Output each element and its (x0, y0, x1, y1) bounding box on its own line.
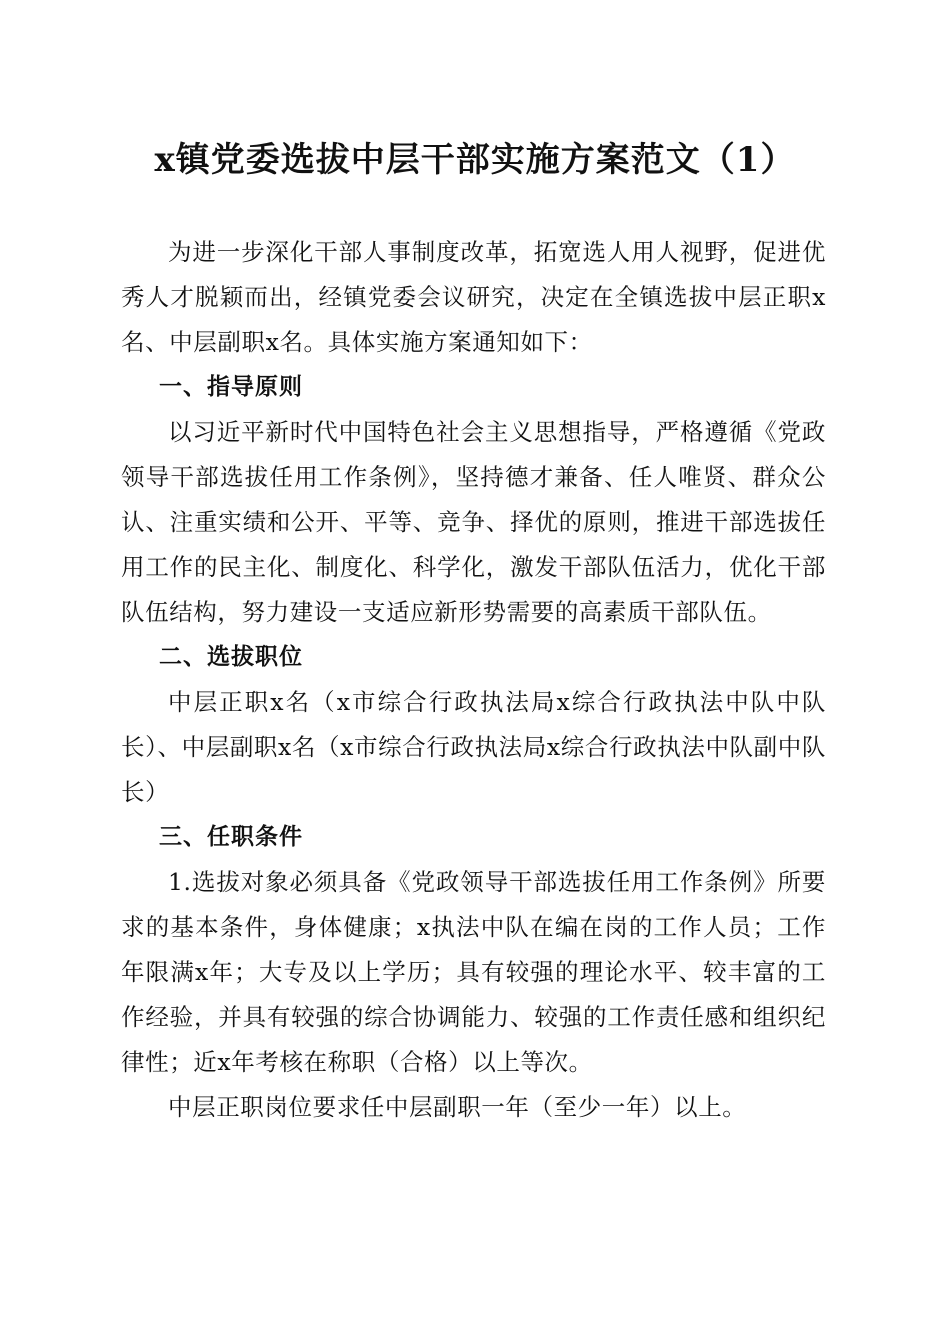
section-heading: 二、选拔职位 (158, 644, 303, 670)
section-positions (121, 635, 826, 815)
section-guiding-principles (121, 365, 826, 635)
section-paragraph: 以习近平新时代中国特色社会主义思想指导，严格遵循《党政领导干部选拔任用工作条例》，坚持德才兼备、任人唯贤、群众公认、注重实绩和公开、平等、竞争、择优的原则，推进干部选拔任用工作的民主化、制度化、科学化，激发干部队伍活力，优化干部队伍结构，努力建设一支适应新形势需要的高素质干部队伍。 (121, 418, 826, 626)
document-body (121, 230, 826, 1130)
intro-paragraph: 为进一步深化干部人事制度改革，拓宽选人用人视野，促进优秀人才脱颖而出，经镇党委会议研究，决定在全镇选拔中层正职x名、中层副职x名。具体实施方案通知如下： (121, 238, 826, 356)
section-heading: 一、指导原则 (158, 374, 303, 400)
section-paragraph: 中层正职x名（x市综合行政执法局x综合行政执法中队中队长）、中层副职x名（x市综合行政执法局x综合行政执法中队副中队长） (121, 688, 826, 806)
section-heading: 三、任职条件 (158, 824, 303, 850)
section-paragraph: 中层正职岗位要求任中层副职一年（至少一年）以上。 (168, 1093, 747, 1121)
document-title: x镇党委选拔中层干部实施方案范文（1） (154, 140, 796, 180)
section-qualifications (121, 815, 826, 1130)
section-paragraph: 1.选拔对象必须具备《党政领导干部选拔任用工作条例》所要求的基本条件，身体健康；x执法中队在编在岗的工作人员；工作年限满x年；大专及以上学历；具有较强的理论水平、较丰富的工作经验，并具有较强的综合协调能力、较强的工作责任感和组织纪律性；近x年考核在称职（合格）以上等次。 (121, 868, 826, 1076)
